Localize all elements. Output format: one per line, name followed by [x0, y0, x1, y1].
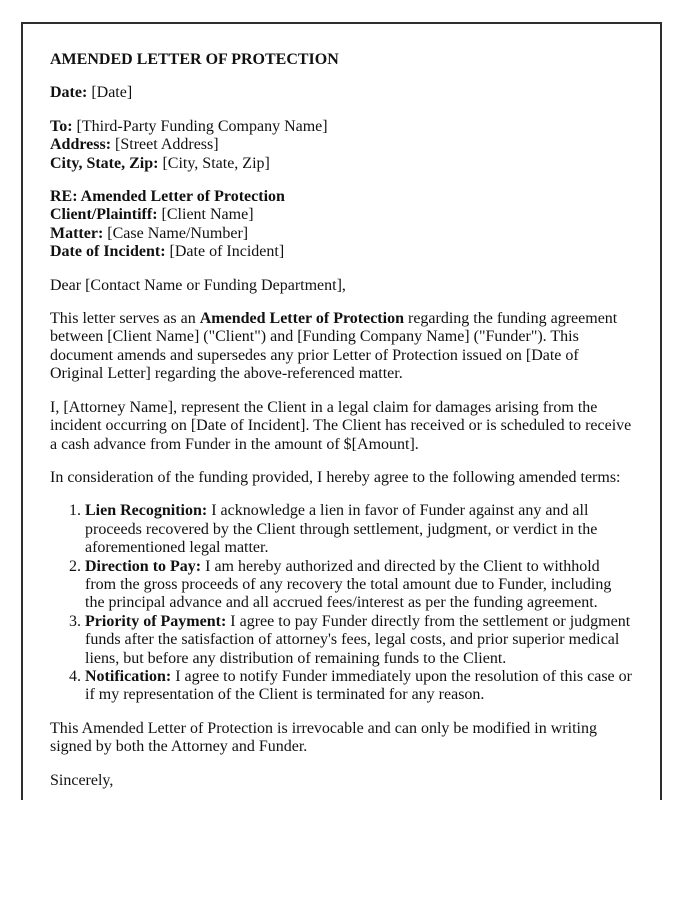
term-label: Priority of Payment: [85, 612, 227, 630]
paragraph-funding-agreement-bold: Amended Letter of Protection [199, 310, 404, 328]
term-text: I agree to pay Funder directly from the settlement or judgment funds after the satisfaction of attorney's fees, legal costs, and prior superior medical liens, but before any distribution of remaining funds to the Client. [85, 612, 631, 667]
paragraph-irrevocable: This Amended Letter of Protection is irrevocable and can only be modified in writing signed by both the Attorney and Funder. [50, 719, 597, 756]
letter-title: AMENDED LETTER OF PROTECTION [50, 51, 339, 68]
address-label: Address: [50, 136, 112, 154]
date-value: [Date] [91, 84, 133, 102]
recipient-block [50, 118, 633, 173]
paragraph-funding-agreement [50, 310, 633, 384]
paragraph-funding-agreement-pre: This letter serves as an [50, 310, 196, 328]
incident-label: Date of Incident: [50, 243, 166, 261]
document-page [21, 22, 662, 800]
matter-label: Matter: [50, 224, 104, 242]
term-item-priority-of-payment [85, 613, 633, 668]
re-line: RE: Amended Letter of Protection [50, 188, 285, 206]
signoff: Sincerely, [50, 771, 114, 789]
citystatezip-value: [City, State, Zip] [162, 154, 270, 172]
term-text: I agree to notify Funder immediately upon the resolution of this case or if my representation of the Client is terminated for any reason. [85, 667, 632, 704]
to-value: [Third-Party Funding Company Name] [76, 117, 328, 135]
address-value: [Street Address] [115, 136, 219, 154]
terms-list [50, 502, 633, 704]
citystatezip-label: City, State, Zip: [50, 154, 159, 172]
date-label: Date: [50, 84, 88, 102]
term-label: Direction to Pay: [85, 557, 202, 575]
date-line [50, 84, 633, 102]
to-label: To: [50, 117, 73, 135]
matter-value: [Case Name/Number] [107, 224, 249, 242]
term-label: Notification: [85, 667, 172, 685]
paragraph-representation: I, [Attorney Name], represent the Client in a legal claim for damages arising from the incident occurring on [Date of Incident]. The Client has received or is scheduled to receive a cash advance from Funder in the amount of $[Amount]. [50, 398, 632, 453]
re-block [50, 188, 633, 262]
term-text: I acknowledge a lien in favor of Funder against any and all proceeds recovered by the Client through settlement, judgment, or verdict in the aforementioned legal matter. [85, 502, 598, 557]
term-item-notification [85, 668, 633, 705]
paragraph-funding-agreement-post: regarding the funding agreement between [Client Name] ("Client") and [Funding Company Name] ("Funder"). This document amends and supersedes any prior Letter of Protection issued on [Date of Original Letter] regarding the above-referenced matter. [50, 310, 618, 383]
client-value: [Client Name] [161, 206, 254, 224]
term-item-lien-recognition [85, 502, 633, 557]
term-text: I am hereby authorized and directed by the Client to withhold from the gross proceeds of any recovery the total amount due to Funder, including the principal advance and all accrued fees/interest as per the funding agreement. [85, 557, 612, 612]
incident-value: [Date of Incident] [169, 243, 285, 261]
client-label: Client/Plaintiff: [50, 206, 158, 224]
term-item-direction-to-pay [85, 558, 633, 613]
paragraph-consideration: In consideration of the funding provided, I hereby agree to the following amended terms: [50, 468, 621, 486]
salutation: Dear [Contact Name or Funding Department], [50, 276, 346, 294]
term-label: Lien Recognition: [85, 502, 208, 520]
